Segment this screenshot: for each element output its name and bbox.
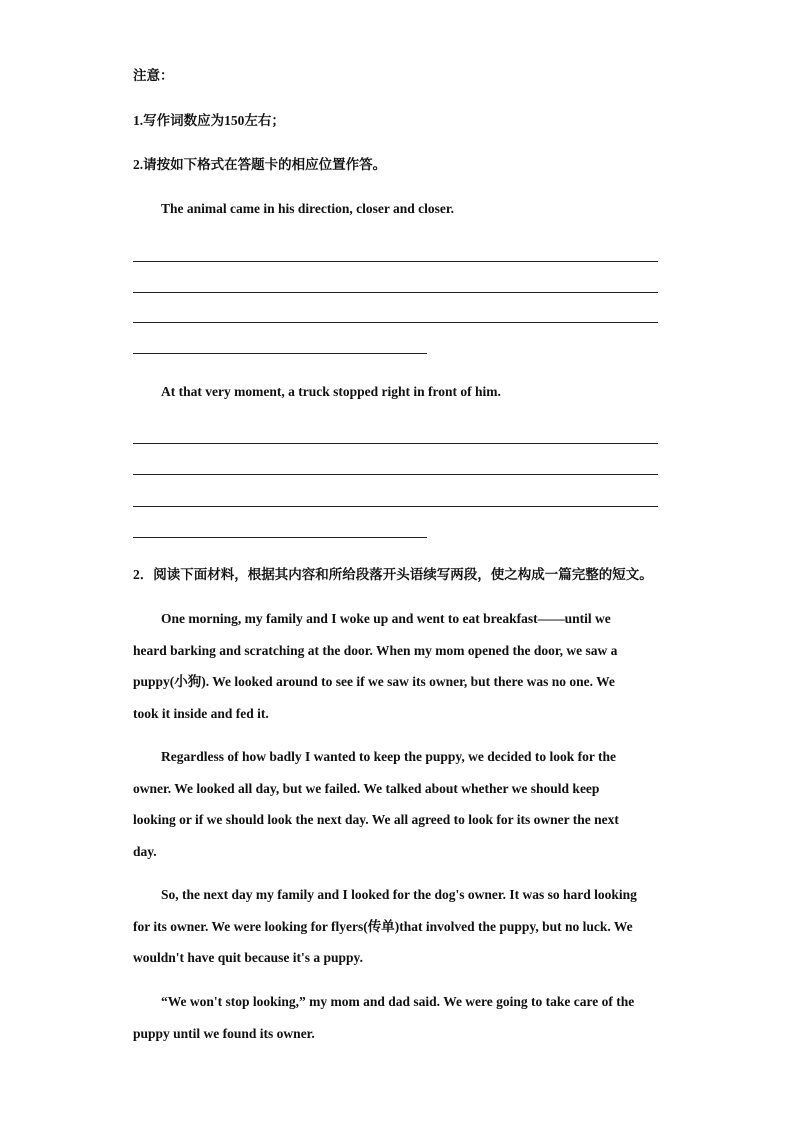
answer-line [133,474,658,475]
passage-line: “We won't stop looking,” my mom and dad said. We were going to take care of the [161,994,635,1009]
passage-line: owner. We looked all day, but we failed. We talked about whether we should keep [133,780,600,796]
paragraph-1-opening: The animal came in his direction, closer and closer. [161,201,454,216]
passage-line: wouldn't have quit because it's a puppy. [133,950,363,965]
passage-line: puppy(小狗). We looked around to see if we saw its owner, but there was no one. We [133,674,615,689]
answer-line [133,292,658,293]
answer-line [133,261,658,262]
passage-line: looking or if we should look the next day. We all agreed to look for its owner the next [133,812,619,827]
passage-line: Regardless of how badly I wanted to keep the puppy, we decided to look for the [161,749,617,764]
passage-line: day. [133,843,157,859]
passage-line: puppy until we found its owner. [133,1025,315,1041]
section-2-instruction: 2．阅读下面材料，根据其内容和所给段落开头语续写两段，使之构成一篇完整的短文。 [133,567,653,582]
answer-line [133,353,427,354]
answer-line [133,443,658,444]
paragraph-2-opening: At that very moment, a truck stopped right in front of him. [161,384,501,399]
passage-line: heard barking and scratching at the door. When my mom opened the door, we saw a [133,642,618,658]
answer-line [133,537,427,538]
answer-line [133,322,658,323]
notes-heading: 注意： [133,68,174,83]
notes-item-2: 2.请按如下格式在答题卡的相应位置作答。 [133,157,387,172]
passage-line: So, the next day my family and I looked for the dog's owner. It was so hard looking [161,887,637,902]
passage-paragraph-1 [133,603,663,729]
passage-paragraph-3 [133,879,663,974]
passage-paragraph-2 [133,741,663,867]
notes-item-1: 1.写作词数应为150左右； [133,113,285,128]
answer-line [133,506,658,507]
passage-paragraph-4 [133,986,663,1049]
passage-line: for its owner. We were looking for flyers(传单)that involved the puppy, but no luck. We [133,918,633,934]
passage-line: took it inside and fed it. [133,705,269,721]
passage-line: One morning, my family and I woke up and went to eat breakfast——until we [161,611,611,626]
